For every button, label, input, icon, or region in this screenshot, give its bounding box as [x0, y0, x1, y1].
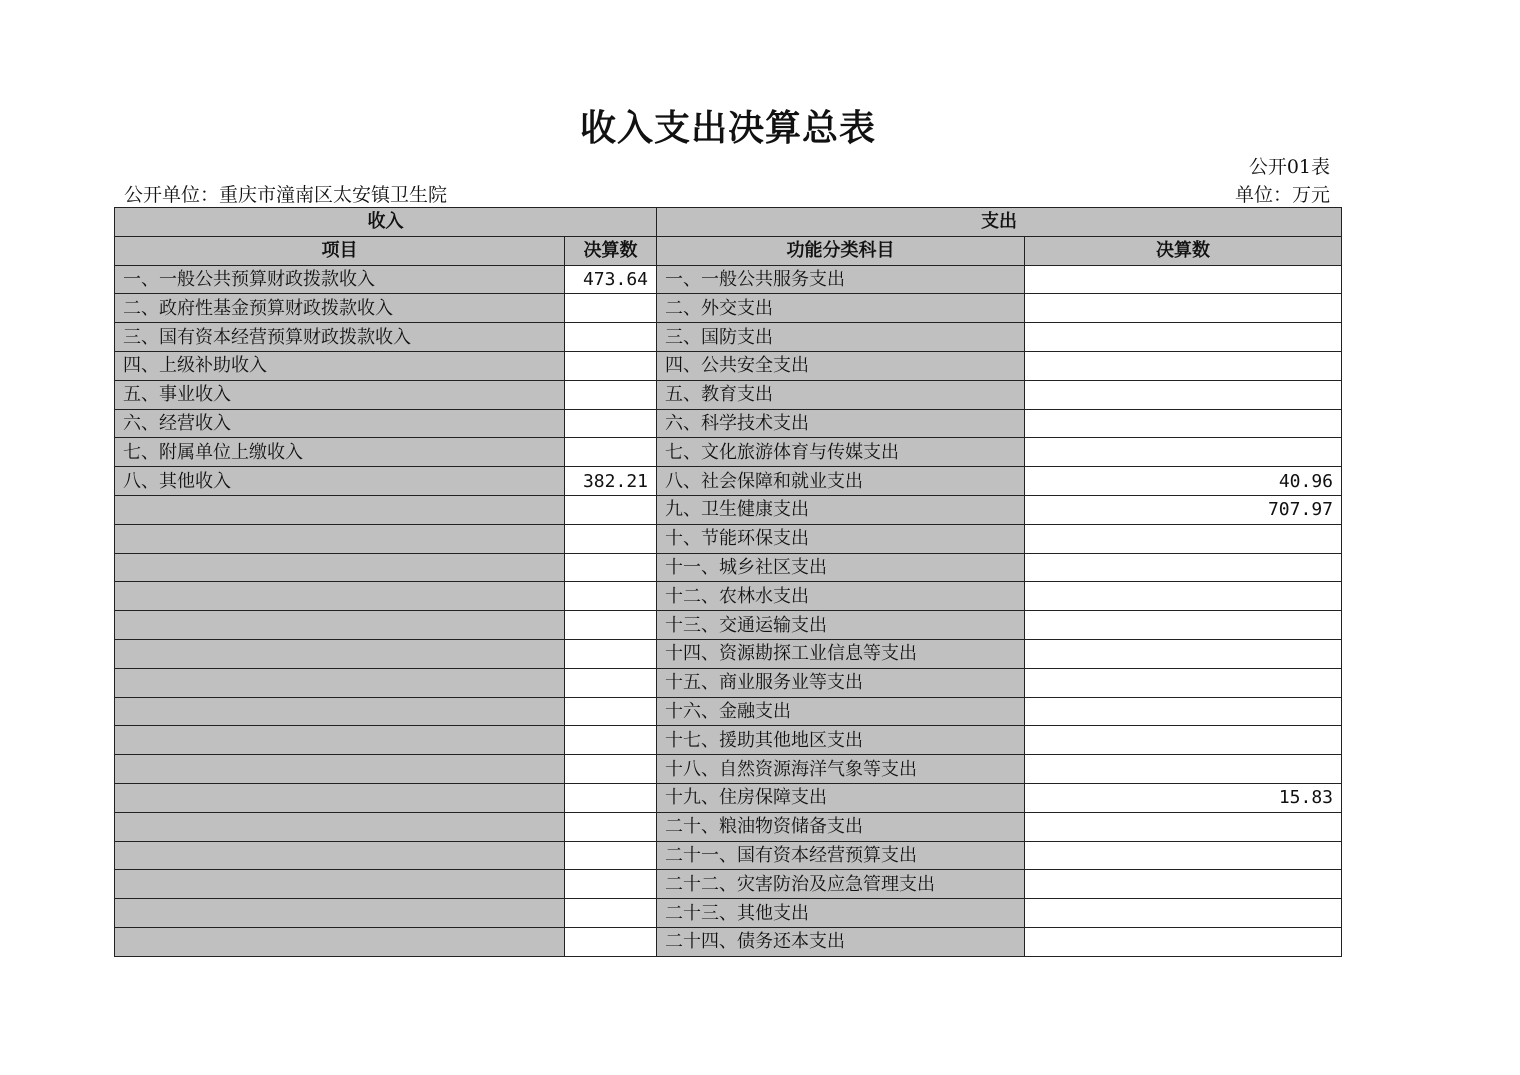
expense-item-cell: 十七、援助其他地区支出	[657, 726, 1025, 755]
expense-amount-cell	[1025, 553, 1342, 582]
table-row	[115, 783, 1342, 812]
expense-item-cell: 十四、资源勘探工业信息等支出	[657, 639, 1025, 668]
income-amount-cell	[565, 380, 657, 409]
income-header: 收入	[115, 208, 657, 237]
expense-item-cell: 二十二、灾害防治及应急管理支出	[657, 870, 1025, 899]
income-item-cell: 六、经营收入	[115, 409, 565, 438]
expense-amount-cell	[1025, 639, 1342, 668]
table-row	[115, 726, 1342, 755]
table-row	[115, 553, 1342, 582]
expense-amount-cell	[1025, 697, 1342, 726]
income-amount-cell	[565, 668, 657, 697]
income-item-cell: 二、政府性基金预算财政拨款收入	[115, 294, 565, 323]
table-row	[115, 351, 1342, 380]
table-row	[115, 697, 1342, 726]
table-row	[115, 409, 1342, 438]
table-row	[115, 495, 1342, 524]
income-item-cell	[115, 841, 565, 870]
income-item-cell: 五、事业收入	[115, 380, 565, 409]
expense-item-cell: 七、文化旅游体育与传媒支出	[657, 438, 1025, 467]
expense-amount-cell	[1025, 899, 1342, 928]
table-row	[115, 639, 1342, 668]
table-row	[115, 927, 1342, 956]
expense-amount-cell	[1025, 351, 1342, 380]
expense-item-cell: 八、社会保障和就业支出	[657, 467, 1025, 496]
income-amount-cell	[565, 323, 657, 352]
expense-item-cell: 十五、商业服务业等支出	[657, 668, 1025, 697]
income-item-cell	[115, 870, 565, 899]
expense-amount-cell	[1025, 726, 1342, 755]
income-item-cell	[115, 495, 565, 524]
expense-amount-cell	[1025, 380, 1342, 409]
income-amount-cell	[565, 524, 657, 553]
income-amount-cell	[565, 841, 657, 870]
currency-unit: 单位：万元	[1234, 184, 1330, 206]
expense-amount-cell	[1025, 755, 1342, 784]
income-amount-cell	[565, 927, 657, 956]
table-row	[115, 265, 1342, 294]
table-row	[115, 668, 1342, 697]
income-item-cell	[115, 783, 565, 812]
income-amount-cell	[565, 812, 657, 841]
expense-item-cell: 十、节能环保支出	[657, 524, 1025, 553]
expense-item-cell: 二十四、债务还本支出	[657, 927, 1025, 956]
income-amount-cell	[565, 697, 657, 726]
table-row	[115, 294, 1342, 323]
expense-item-cell: 六、科学技术支出	[657, 409, 1025, 438]
expense-item-cell: 二十三、其他支出	[657, 899, 1025, 928]
expense-amount-cell	[1025, 524, 1342, 553]
income-amount-cell	[565, 755, 657, 784]
expense-amount-cell: 40.96	[1025, 467, 1342, 496]
expense-amount-header: 决算数	[1025, 236, 1342, 265]
income-item-cell	[115, 927, 565, 956]
income-item-cell: 八、其他收入	[115, 467, 565, 496]
expense-header: 支出	[657, 208, 1342, 237]
expense-item-cell: 十八、自然资源海洋气象等支出	[657, 755, 1025, 784]
table-row	[115, 380, 1342, 409]
income-item-cell	[115, 553, 565, 582]
table-row	[115, 524, 1342, 553]
income-item-header: 项目	[115, 236, 565, 265]
expense-item-cell: 二十一、国有资本经营预算支出	[657, 841, 1025, 870]
income-amount-cell	[565, 438, 657, 467]
table-code: 公开01表	[1248, 156, 1330, 178]
expense-amount-cell	[1025, 611, 1342, 640]
income-item-cell: 七、附属单位上缴收入	[115, 438, 565, 467]
income-item-cell: 四、上级补助收入	[115, 351, 565, 380]
income-amount-cell	[565, 582, 657, 611]
table-row	[115, 870, 1342, 899]
page-title: 收入支出决算总表	[579, 108, 876, 149]
income-item-cell	[115, 611, 565, 640]
expense-item-cell: 二、外交支出	[657, 294, 1025, 323]
income-item-cell	[115, 639, 565, 668]
expense-amount-cell: 707.97	[1025, 495, 1342, 524]
income-amount-cell: 473.64	[565, 265, 657, 294]
expense-amount-cell	[1025, 841, 1342, 870]
budget-summary-table	[114, 207, 1342, 957]
expense-item-cell: 九、卫生健康支出	[657, 495, 1025, 524]
table-row	[115, 438, 1342, 467]
table-header-row	[115, 208, 1342, 237]
table-body	[115, 265, 1342, 956]
income-item-cell	[115, 726, 565, 755]
expense-amount-cell	[1025, 870, 1342, 899]
expense-amount-cell	[1025, 668, 1342, 697]
income-amount-header: 决算数	[565, 236, 657, 265]
expense-amount-cell	[1025, 927, 1342, 956]
expense-item-cell: 三、国防支出	[657, 323, 1025, 352]
table-row	[115, 841, 1342, 870]
expense-amount-cell	[1025, 409, 1342, 438]
expense-item-cell: 十六、金融支出	[657, 697, 1025, 726]
table-row	[115, 899, 1342, 928]
expense-amount-cell: 15.83	[1025, 783, 1342, 812]
income-amount-cell	[565, 870, 657, 899]
expense-amount-cell	[1025, 438, 1342, 467]
expense-amount-cell	[1025, 582, 1342, 611]
income-amount-cell	[565, 899, 657, 928]
income-item-cell	[115, 582, 565, 611]
income-item-cell: 三、国有资本经营预算财政拨款收入	[115, 323, 565, 352]
income-item-cell	[115, 899, 565, 928]
income-amount-cell	[565, 726, 657, 755]
expense-amount-cell	[1025, 812, 1342, 841]
expense-item-cell: 十九、住房保障支出	[657, 783, 1025, 812]
income-item-cell	[115, 697, 565, 726]
table-row	[115, 467, 1342, 496]
income-item-cell	[115, 524, 565, 553]
income-amount-cell	[565, 611, 657, 640]
income-item-cell	[115, 812, 565, 841]
table-row	[115, 323, 1342, 352]
income-amount-cell	[565, 294, 657, 323]
expense-item-cell: 十二、农林水支出	[657, 582, 1025, 611]
table-row	[115, 812, 1342, 841]
expense-amount-cell	[1025, 294, 1342, 323]
income-item-cell	[115, 755, 565, 784]
table-row	[115, 611, 1342, 640]
expense-amount-cell	[1025, 265, 1342, 294]
income-amount-cell	[565, 495, 657, 524]
income-amount-cell	[565, 553, 657, 582]
income-amount-cell	[565, 783, 657, 812]
table-subheader-row	[115, 236, 1342, 265]
income-item-cell: 一、一般公共预算财政拨款收入	[115, 265, 565, 294]
income-item-cell	[115, 668, 565, 697]
expense-amount-cell	[1025, 323, 1342, 352]
income-amount-cell: 382.21	[565, 467, 657, 496]
table-row	[115, 755, 1342, 784]
expense-item-header: 功能分类科目	[657, 236, 1025, 265]
table-row	[115, 582, 1342, 611]
expense-item-cell: 四、公共安全支出	[657, 351, 1025, 380]
income-amount-cell	[565, 409, 657, 438]
expense-item-cell: 二十、粮油物资储备支出	[657, 812, 1025, 841]
expense-item-cell: 十三、交通运输支出	[657, 611, 1025, 640]
income-amount-cell	[565, 351, 657, 380]
income-amount-cell	[565, 639, 657, 668]
expense-item-cell: 一、一般公共服务支出	[657, 265, 1025, 294]
reporting-unit: 公开单位：重庆市潼南区太安镇卫生院	[124, 184, 448, 206]
expense-item-cell: 十一、城乡社区支出	[657, 553, 1025, 582]
expense-item-cell: 五、教育支出	[657, 380, 1025, 409]
